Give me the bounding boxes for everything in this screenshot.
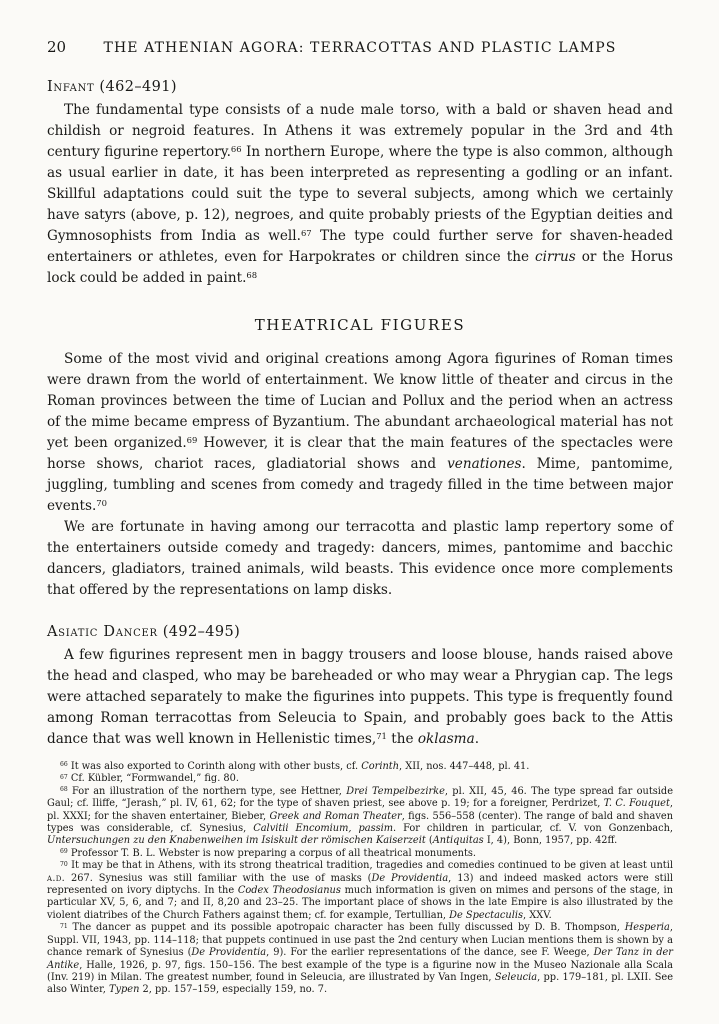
paragraph-asiatic-dancer: A few figurines represent men in baggy trousers and loose blouse, hands raised above the head and clasped, who may be bareheaded or who may wear a Phrygian cap. The legs were attached separately to make the figurines into puppets. This type is frequently found among Roman terracottas from Seleucia to Spain, and probably goes back to the Attis dance that was well known in Hellenistic times,$^{71}$ the oklasma. bbox=[47, 647, 673, 747]
footnote-71: $^{71}$ The dancer as puppet and its possible apotropaic character has been fully discussed by D. B. Thompson, Hesperia, Suppl. VII, 1943, pp. 114–118; that puppets continued in use past the 2nd century when Lucian mentions them is shown by a chance remark of Synesius (De Providentia, 9). For the earlier representations of the dance, see F. Weege, Der Tanz in der Antike, Halle, 1926, p. 97, figs. 150–156. The best example of the type is a figurine now in the Museo Nazionale alla Scala (Inv. 219) in Milan. The greatest number, found in Seleucia, are illustrated by Van Ingen, Seleucia, pp. 179–181, pl. LXII. See also Winter, Typen 2, pp. 157–159, especially 159, no. 7. bbox=[47, 922, 674, 996]
page-header bbox=[47, 0, 673, 56]
paragraph-theatrical-1: Some of the most vivid and original creations among Agora figurines of Roman times were drawn from the world of entertainment. We know little of theater and circus in the Roman provinces between the time of Lucian and Pollux and the period when an actress of the mime became empress of Byzantium. The abundant archaeological material has not yet been organized.$^{69}$ However, it is clear that the main features of the spectacles were horse shows, chariot races, gladiatorial shows and venationes. Mime, pantomime, juggling, tumbling and scenes from comedy and tragedy filled in the time between major events.$^{70}$ bbox=[47, 351, 673, 514]
paragraph-infant: The fundamental type consists of a nude male torso, with a bald or shaven head and childish or negroid features. In Athens it was extremely popular in the 3rd and 4th century figurine repertory.$^{66}$ In northern Europe, where the type is also common, although as usual earlier in date, it has been interpreted as representing a godling or an infant. Skillful adaptations could suit the type to several subjects, among which we certainly have satyrs (above, p. 12), negroes, and quite probably priests of the Egyptian deities and Gymnosophists from India as well.$^{67}$ The type could further serve for shaven-headed entertainers or athletes, even for Harpokrates or children since the cirrus or the Horus lock could be added in paint.$^{68}$ bbox=[47, 102, 673, 286]
section-heading-asiatic-dancer: Asiatic Dancer (492–495) bbox=[47, 624, 241, 640]
section-heading-infant: Infant (462–491) bbox=[47, 79, 177, 95]
footnote-68: $^{68}$ For an illustration of the northern type, see Hettner, Drei Tempelbezirke, pl. XII, 45, 46. The type spread far outside Gaul; cf. Iliffe, “Jerash,” pl. IV, 61, 62; for the type of shaven priest, see above p. 19; for a foreigner, Perdrizet, T. C. Fouquet, pl. XXXI; for the shaven entertainer, Bieber, Greek and Roman Theater, figs. 556–558 (center). The range of bald and shaven types was considerable, cf. Synesius, Calvitii Encomium, passim. For children in particular, cf. V. von Gonzenbach, Untersuchungen zu den Knabenweihen im Isiskult der römischen Kaiserzeit (Antiquitas I, 4), Bonn, 1957, pp. 42ff. bbox=[47, 785, 674, 847]
paragraph-theatrical-2: We are fortunate in having among our terracotta and plastic lamp repertory some of the entertainers outside comedy and tragedy: dancers, mimes, pantomime and bacchic dancers, gladiators, trained animals, wild beasts. This evidence once more complements that offered by the representations on lamp disks. bbox=[47, 519, 673, 598]
footnote-66: $^{66}$ It was also exported to Corinth along with other busts, cf. Corinth, XII, nos. 447–448, pl. 41. bbox=[60, 761, 530, 772]
footnote-69: $^{69}$ Professor T. B. L. Webster is now preparing a corpus of all theatrical monuments. bbox=[60, 847, 477, 859]
chapter-heading-theatrical-figures: THEATRICAL FIGURES bbox=[254, 316, 466, 334]
footnote-70: $^{70}$ It may be that in Athens, with its strong theatrical tradition, tragedies and comedies continued to be given at least until a.d. 267. Synesius was still familiar with the use of masks (De Providentia, 13) and indeed masked actors were still represented on ivory diptychs. In the Codex Theodosianus much information is given on mimes and persons of the stage, in particular XV, 5, 6, and 7; and II, 8,20 and 23–25. The important place of shows in the late Empire is also illustrated by the violent diatribes of the Church Fathers against them; cf. for example, Tertullian, De Spectaculis, XXV. bbox=[47, 860, 673, 921]
text-column bbox=[47, 0, 673, 997]
footnotes-block bbox=[47, 761, 673, 997]
running-title: THE ATHENIAN AGORA: TERRACOTTAS AND PLASTIC LAMPS bbox=[103, 40, 617, 56]
page-number: 20 bbox=[47, 38, 67, 56]
footnote-67: $^{67}$ Cf. Kübler, “Formwandel,” fig. 80. bbox=[60, 773, 240, 785]
